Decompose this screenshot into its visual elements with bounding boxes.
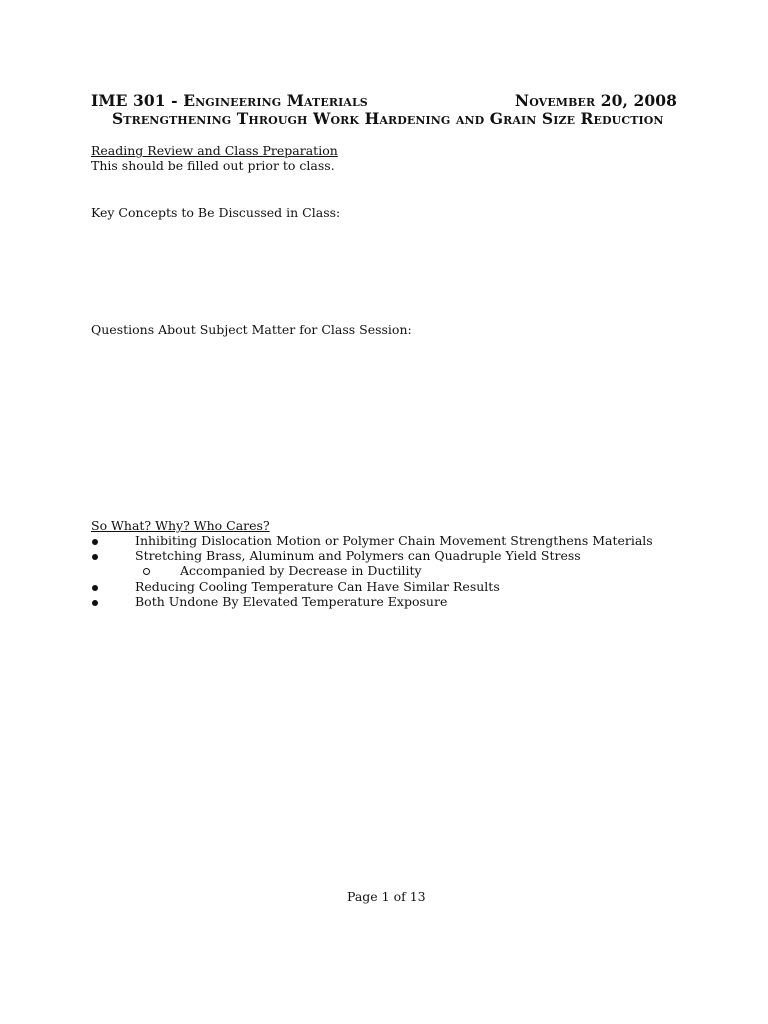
questions-label: Questions About Subject Matter for Class Session: xyxy=(91,322,412,337)
lecture-subtitle: Strengthening Through Work Hardening and Grain Size Reduction xyxy=(112,109,664,128)
bullet-dot-icon xyxy=(89,594,101,609)
document-date: November 20, 2008 xyxy=(514,91,677,110)
list-item: Inhibiting Dislocation Motion or Polymer Chain Movement Strengthens Materials xyxy=(135,533,653,548)
course-title: IME 301 - Engineering Materials xyxy=(91,91,368,110)
bullet-dot-icon xyxy=(89,579,101,594)
bullet-ring-icon xyxy=(140,563,152,578)
reading-review-note: This should be filled out prior to class. xyxy=(91,158,335,173)
list-item: Reducing Cooling Temperature Can Have Similar Results xyxy=(135,579,500,594)
list-item: Stretching Brass, Aluminum and Polymers can Quadruple Yield Stress xyxy=(135,548,581,563)
key-concepts-label: Key Concepts to Be Discussed in Class: xyxy=(91,205,341,220)
reading-review-heading: Reading Review and Class Preparation xyxy=(91,143,338,158)
bullet-dot-icon xyxy=(89,533,101,548)
list-sub-item: Accompanied by Decrease in Ductility xyxy=(180,563,422,578)
so-what-heading: So What? Why? Who Cares? xyxy=(91,518,270,533)
page-number: Page 1 of 13 xyxy=(347,889,426,904)
bullet-dot-icon xyxy=(89,548,101,563)
list-item: Both Undone By Elevated Temperature Exposure xyxy=(135,594,448,609)
